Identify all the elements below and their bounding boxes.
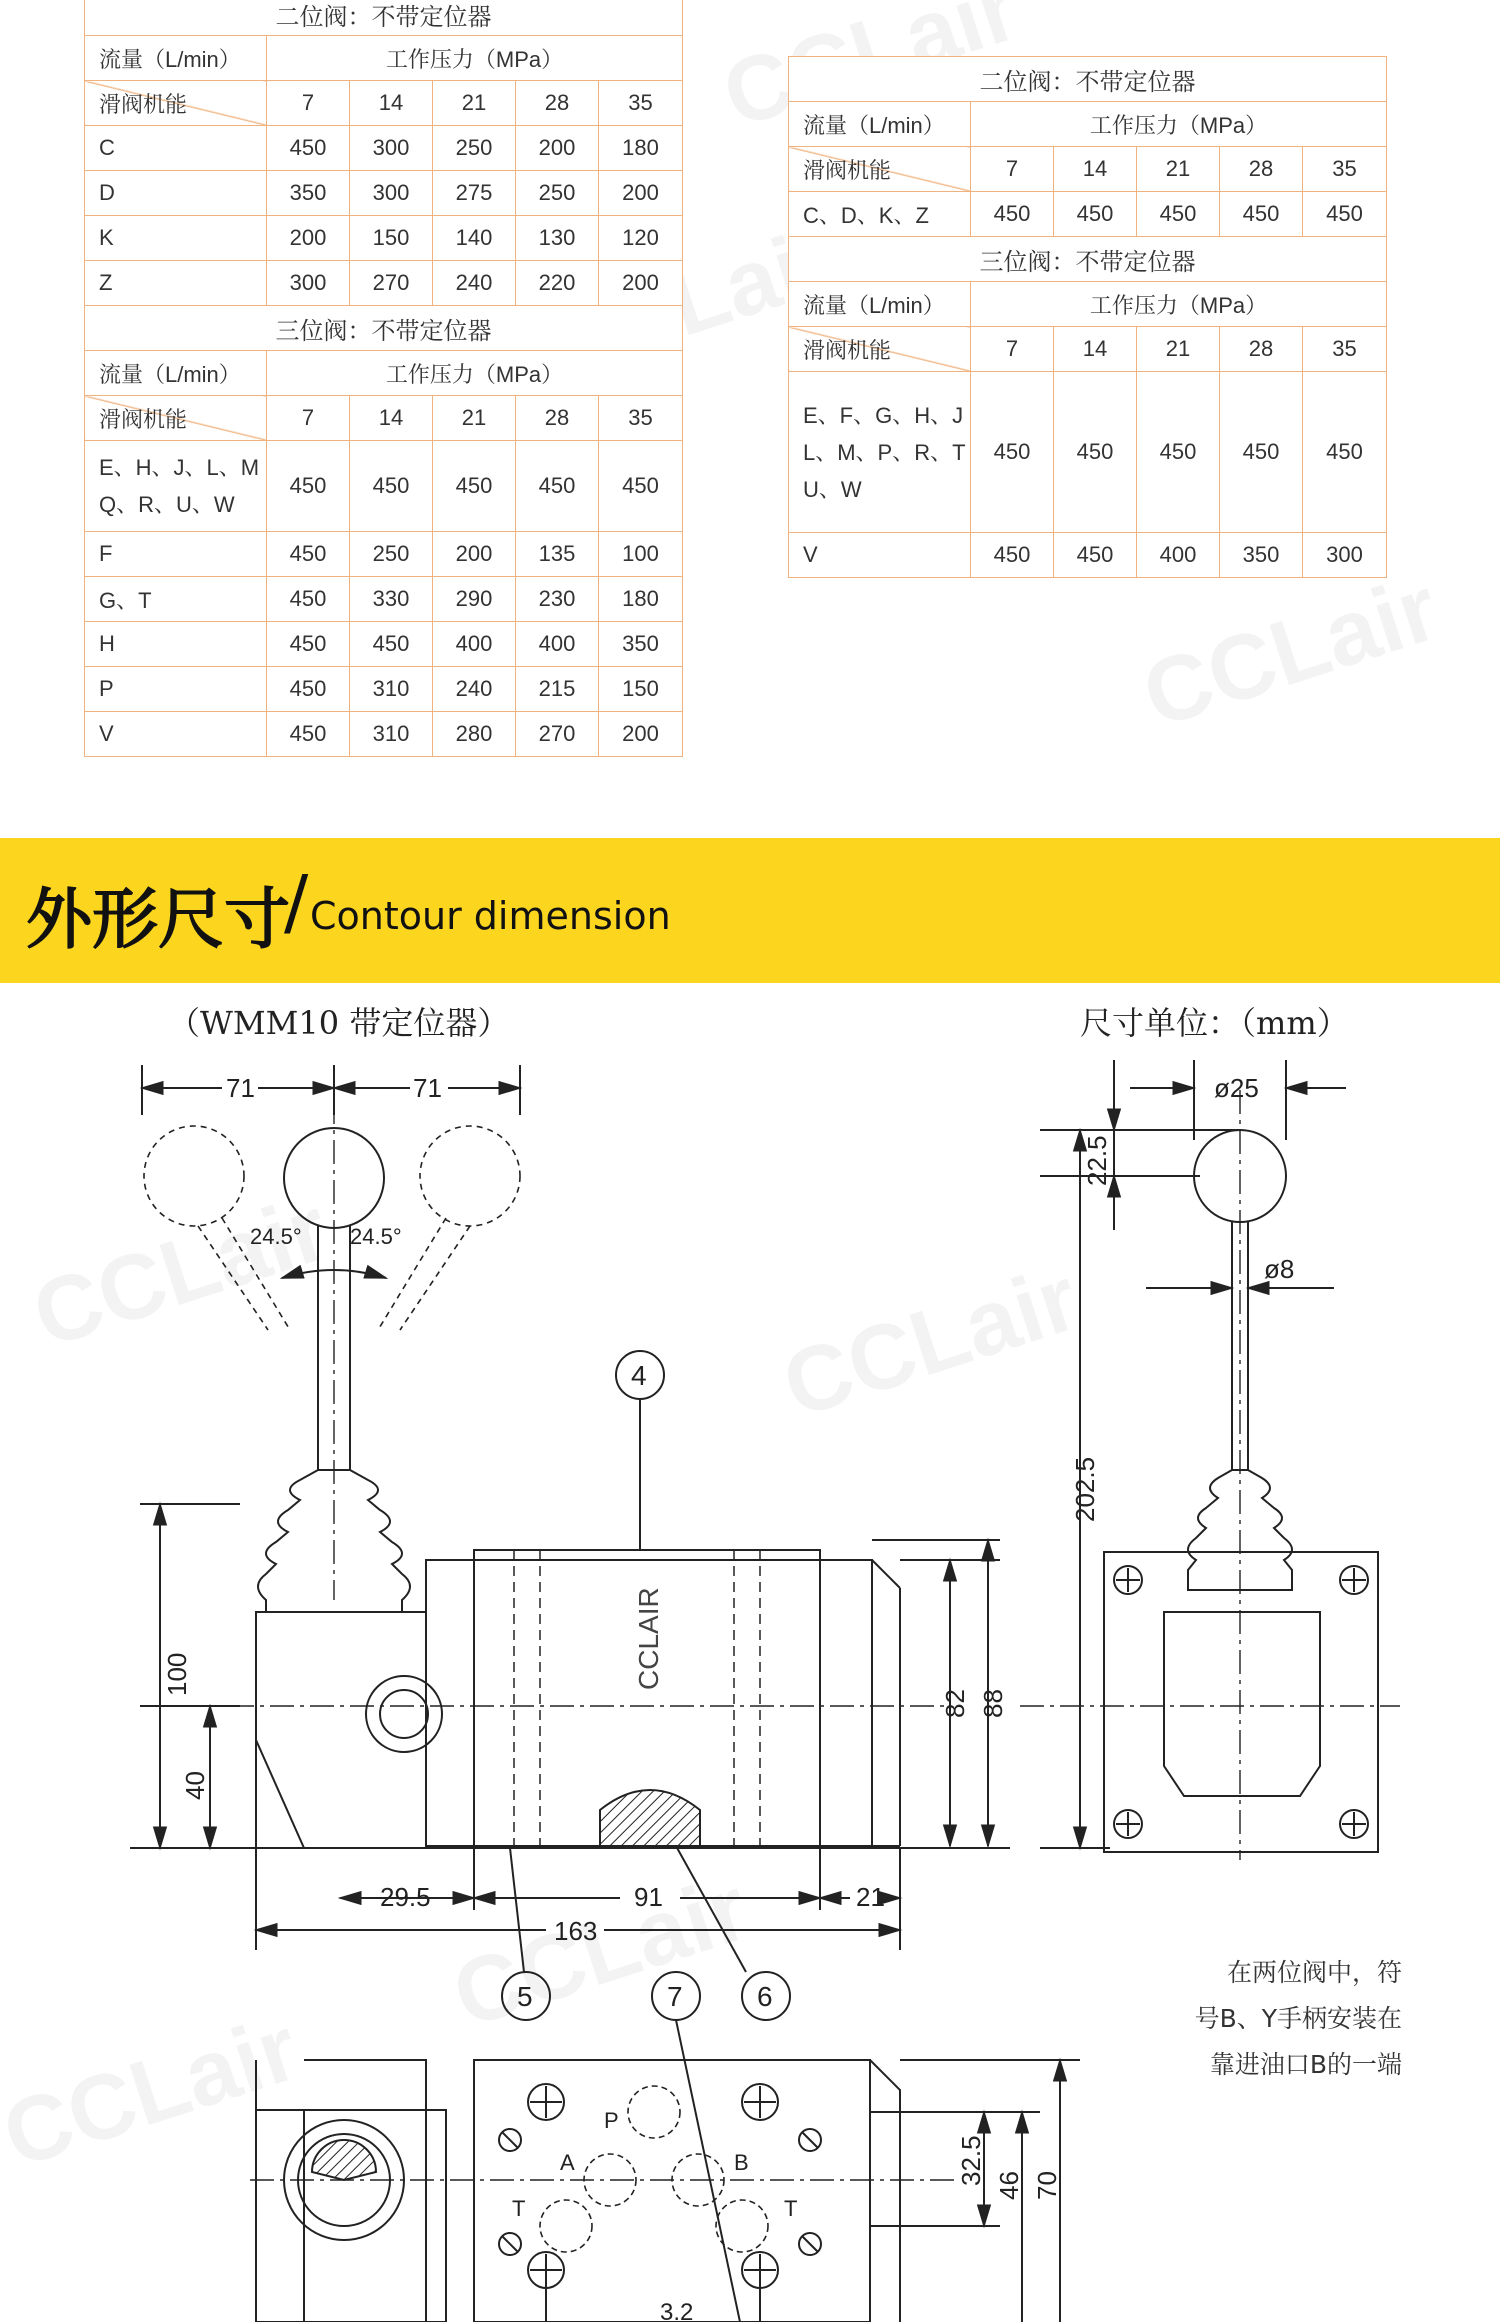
- port-label: B: [734, 2150, 749, 2175]
- top-view: [250, 2060, 1080, 2322]
- row-label: F: [85, 532, 267, 577]
- cell: 200: [433, 532, 516, 577]
- cell: 250: [516, 171, 599, 216]
- pressure-header: 14: [1054, 147, 1137, 192]
- cell: 240: [433, 261, 516, 306]
- row-label-line: E、H、J、L、M: [99, 455, 260, 480]
- cell: 240: [433, 667, 516, 712]
- pressure-header: 7: [971, 327, 1054, 372]
- cell: 350: [267, 171, 350, 216]
- pressure-header: 21: [433, 81, 516, 126]
- cell: 180: [599, 577, 683, 622]
- cell: 450: [433, 441, 516, 532]
- cell: 450: [267, 712, 350, 757]
- pressure-header: 28: [516, 396, 599, 441]
- row-label-line: U、W: [803, 476, 862, 502]
- cell: 450: [350, 441, 433, 532]
- port-t1: [540, 2200, 592, 2252]
- section-title: 二位阀：不带定位器: [789, 57, 1387, 102]
- cell: 450: [599, 441, 683, 532]
- pressure-header: 14: [350, 396, 433, 441]
- cell: 130: [516, 216, 599, 261]
- cell: 450: [267, 622, 350, 667]
- cell: 450: [516, 441, 599, 532]
- dim-label: 46: [994, 2171, 1024, 2200]
- cell: 450: [1220, 372, 1303, 533]
- port-p: [628, 2086, 680, 2138]
- cell: 450: [1220, 192, 1303, 237]
- cell: 290: [433, 577, 516, 622]
- flow-label: 流量（L/min）: [85, 36, 267, 81]
- section-cutaway: [600, 1790, 700, 1846]
- pressure-header: 14: [1054, 327, 1137, 372]
- cell: 450: [971, 533, 1054, 578]
- row-label: P: [85, 667, 267, 712]
- balloon-label: 6: [757, 1981, 773, 2012]
- dim-label: 91: [634, 1882, 663, 1912]
- flow-label: 流量（L/min）: [789, 282, 971, 327]
- note-line: 靠进油口B的一端: [1209, 2050, 1402, 2079]
- cell: 300: [350, 126, 433, 171]
- dim-label: 29.5: [380, 1882, 431, 1912]
- row-label: Z: [85, 261, 267, 306]
- dim-label: 22.5: [1082, 1135, 1112, 1186]
- dim-label: 202.5: [1070, 1456, 1100, 1522]
- dim-label: 24.5°: [350, 1224, 402, 1249]
- dim-label: 21: [856, 1882, 885, 1912]
- cell: 100: [599, 532, 683, 577]
- pressure-header: 28: [516, 81, 599, 126]
- cell: 200: [516, 126, 599, 171]
- side-view: [1020, 1060, 1400, 1860]
- cell: 400: [516, 622, 599, 667]
- cell: 450: [1303, 192, 1387, 237]
- spool-label: 滑阀机能: [789, 327, 971, 372]
- spool-label: 滑阀机能: [789, 147, 971, 192]
- spool-label: 滑阀机能: [85, 396, 267, 441]
- balloon-label: 4: [631, 1360, 647, 1391]
- pressure-label: 工作压力（MPa）: [971, 102, 1387, 147]
- dim-label: 71: [413, 1073, 442, 1103]
- port-label: T: [784, 2196, 798, 2221]
- banner-title-en: Contour dimension: [310, 894, 671, 938]
- cell: 310: [350, 667, 433, 712]
- banner-slash: /: [284, 860, 309, 944]
- row-label: C、D、K、Z: [789, 192, 971, 237]
- balloon-label: 5: [517, 1981, 533, 2012]
- port-t2: [716, 2200, 768, 2252]
- cell: 120: [599, 216, 683, 261]
- cell: 275: [433, 171, 516, 216]
- row-label: G、T: [85, 577, 267, 622]
- dim-label: 24.5°: [250, 1224, 302, 1249]
- cell: 300: [1303, 533, 1387, 578]
- side-housing: [1104, 1552, 1378, 1852]
- cell: 450: [971, 372, 1054, 533]
- dim-label: 71: [226, 1073, 255, 1103]
- pressure-header: 7: [267, 81, 350, 126]
- model-caption: （WMM10 带定位器）: [168, 1004, 510, 1042]
- banner-title-zh: 外形尺寸: [26, 881, 290, 958]
- cell: 220: [516, 261, 599, 306]
- cell: 270: [516, 712, 599, 757]
- cell: 330: [350, 577, 433, 622]
- cell: 215: [516, 667, 599, 712]
- cell: 180: [599, 126, 683, 171]
- cell: 200: [599, 261, 683, 306]
- pressure-label: 工作压力（MPa）: [267, 351, 683, 396]
- cell: 450: [267, 667, 350, 712]
- pressure-label: 工作压力（MPa）: [971, 282, 1387, 327]
- row-label-line: Q、R、U、W: [99, 492, 235, 517]
- dim-label: ø25: [1214, 1073, 1259, 1103]
- cell: 450: [971, 192, 1054, 237]
- pressure-header: 7: [267, 396, 350, 441]
- port-label: T: [512, 2196, 526, 2221]
- cell: 300: [267, 261, 350, 306]
- pressure-header: 35: [599, 396, 683, 441]
- pressure-header: 28: [1220, 147, 1303, 192]
- cell: 280: [433, 712, 516, 757]
- row-label: V: [789, 533, 971, 578]
- dim-label: 40: [180, 1771, 210, 1800]
- cell: 135: [516, 532, 599, 577]
- cell: 200: [599, 171, 683, 216]
- balloon-label: 7: [667, 1981, 683, 2012]
- cell: 300: [350, 171, 433, 216]
- cell: 200: [599, 712, 683, 757]
- dim-label: 70: [1032, 2171, 1062, 2200]
- cell: 450: [1303, 372, 1387, 533]
- flow-label: 流量（L/min）: [789, 102, 971, 147]
- port-label: P: [604, 2108, 619, 2133]
- unit-caption: 尺寸单位：（mm）: [1080, 1004, 1349, 1042]
- flow-label: 流量（L/min）: [85, 351, 267, 396]
- body-brand: CCLAIR: [633, 1587, 664, 1690]
- cell: 150: [350, 216, 433, 261]
- dim-label: 32.5: [956, 2135, 986, 2186]
- cell: 450: [1054, 533, 1137, 578]
- pressure-header: 21: [433, 396, 516, 441]
- cell: 450: [1137, 372, 1220, 533]
- cell: 450: [267, 577, 350, 622]
- pressure-header: 7: [971, 147, 1054, 192]
- cell: 450: [1137, 192, 1220, 237]
- cell: 350: [1220, 533, 1303, 578]
- section-title: 三位阀：不带定位器: [85, 306, 683, 351]
- pressure-header: 35: [1303, 147, 1387, 192]
- port-label: A: [560, 2150, 575, 2175]
- cell: 230: [516, 577, 599, 622]
- pressure-header: 21: [1137, 147, 1220, 192]
- cell: 450: [267, 532, 350, 577]
- cell: 250: [433, 126, 516, 171]
- cell: 450: [1054, 372, 1137, 533]
- dim-label: 88: [978, 1689, 1008, 1718]
- dim-label: 100: [162, 1652, 192, 1696]
- pressure-label: 工作压力（MPa）: [267, 36, 683, 81]
- row-label: K: [85, 216, 267, 261]
- row-label: D: [85, 171, 267, 216]
- spool-label: 滑阀机能: [85, 81, 267, 126]
- cell: 250: [350, 532, 433, 577]
- row-label: C: [85, 126, 267, 171]
- cell: 400: [1137, 533, 1220, 578]
- row-label: V: [85, 712, 267, 757]
- pressure-header: 28: [1220, 327, 1303, 372]
- cell: 450: [267, 126, 350, 171]
- cell: 350: [599, 622, 683, 667]
- note-line: 号B、Y手柄安装在: [1194, 2004, 1402, 2033]
- cell: 310: [350, 712, 433, 757]
- section-title: 三位阀：不带定位器: [789, 237, 1387, 282]
- dim-label: 82: [940, 1689, 970, 1718]
- dim-label: 3.2: [660, 2299, 694, 2322]
- pressure-header: 14: [350, 81, 433, 126]
- pressure-header: 35: [599, 81, 683, 126]
- front-view: [130, 1065, 1010, 2322]
- cell: 150: [599, 667, 683, 712]
- cell: 450: [1054, 192, 1137, 237]
- cell: 140: [433, 216, 516, 261]
- note-line: 在两位阀中，符: [1226, 1958, 1402, 1987]
- cell: 270: [350, 261, 433, 306]
- cell: 450: [350, 622, 433, 667]
- row-label-line: L、M、P、R、T: [803, 439, 966, 465]
- pressure-header: 21: [1137, 327, 1220, 372]
- dim-label: 163: [554, 1916, 598, 1946]
- cell: 450: [267, 441, 350, 532]
- handle-housing: [256, 1612, 426, 1848]
- row-label: H: [85, 622, 267, 667]
- cell: 200: [267, 216, 350, 261]
- pressure-header: 35: [1303, 327, 1387, 372]
- dim-label: ø8: [1264, 1254, 1295, 1284]
- section-title: 二位阀：不带定位器: [85, 0, 683, 36]
- cell: 400: [433, 622, 516, 667]
- row-label-line: E、F、G、H、J: [803, 402, 964, 428]
